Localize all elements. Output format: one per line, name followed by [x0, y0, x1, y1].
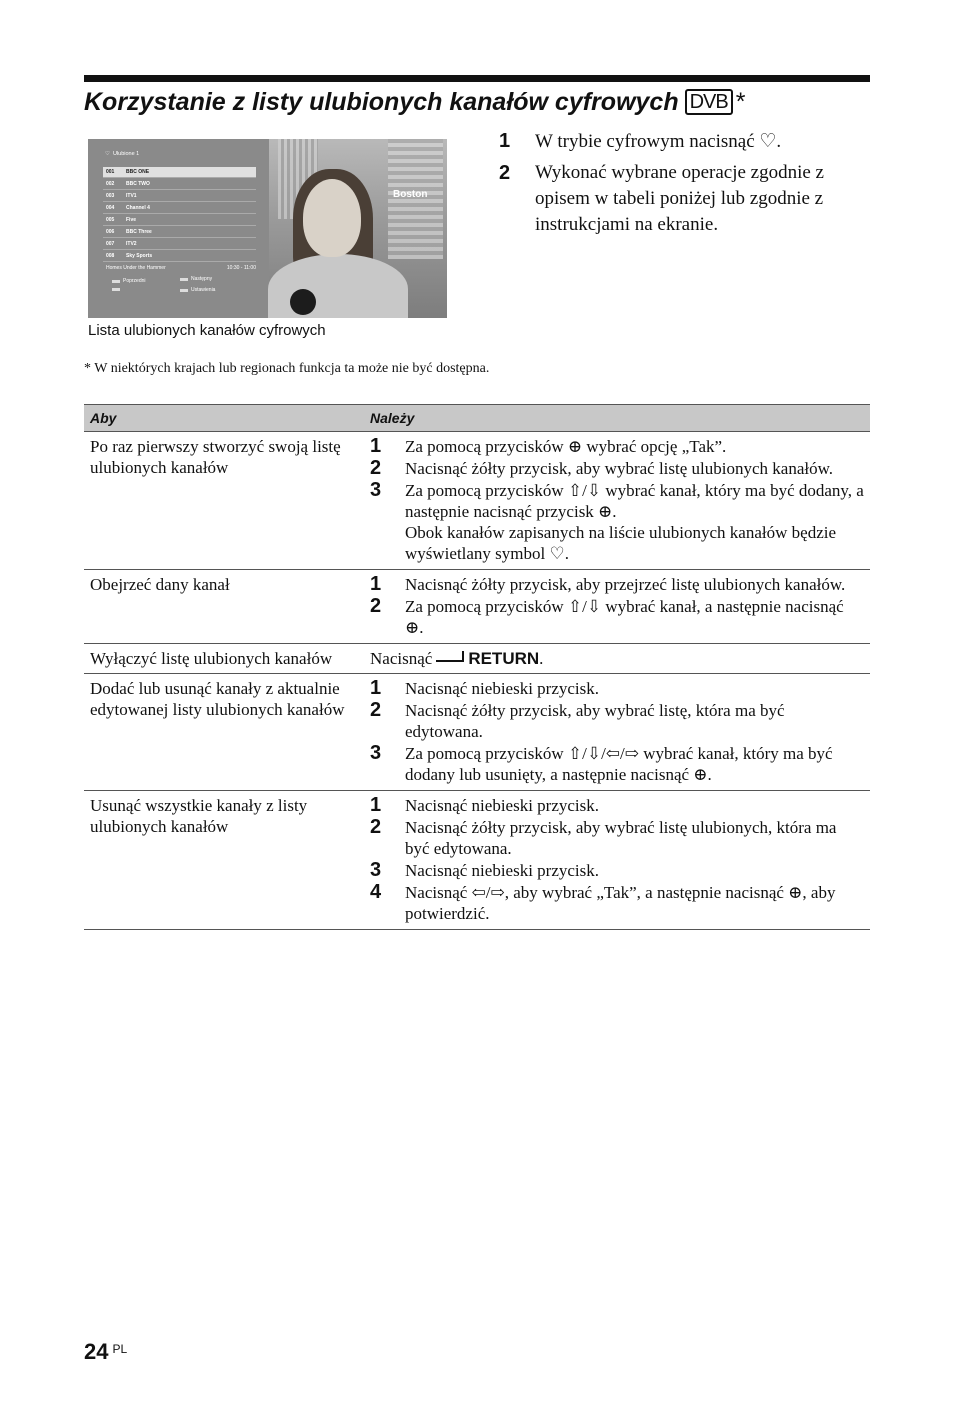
channel-number: 002: [106, 181, 115, 187]
step-text: Nacisnąć niebieski przycisk.: [405, 861, 600, 880]
legend-settings: [180, 287, 215, 293]
channel-name: Sky Sports: [126, 253, 153, 259]
step-number: 1: [370, 435, 382, 457]
presenter-body: [268, 254, 408, 318]
channel-name: BBC ONE: [126, 169, 150, 175]
channel-row[interactable]: [103, 179, 256, 190]
task-cell: Usunąć wszystkie kanały z listy ulubionych kanałów: [84, 791, 364, 930]
column-header-aby: Aby: [84, 405, 364, 432]
return-button-label: RETURN: [468, 649, 540, 668]
step-text: W trybie cyfrowym nacisnąć ♡.: [535, 131, 782, 152]
favourites-panel: [100, 147, 270, 297]
step-number: 2: [499, 162, 511, 184]
title-text: Korzystanie z listy ulubionych kanałów cyfrowych: [84, 88, 679, 116]
return-icon: [436, 651, 464, 662]
button-swatch: [112, 288, 120, 291]
footnote: * W niektórych krajach lub regionach funkcja ta może nie być dostępna.: [84, 361, 490, 376]
table-row: [84, 570, 870, 644]
channel-name: ITV2: [126, 241, 137, 247]
step-text: Nacisnąć: [370, 649, 433, 668]
step-line: [370, 882, 864, 924]
steps-cell: [364, 674, 870, 791]
legend-next: [180, 276, 212, 282]
channel-name: Channel 4: [126, 205, 150, 211]
channel-name: Five: [126, 217, 137, 223]
step-text: Nacisnąć żółty przycisk, aby wybrać listę, która ma być edytowana.: [405, 701, 785, 741]
channel-row[interactable]: [103, 167, 256, 178]
step-text: Nacisnąć żółty przycisk, aby wybrać listę ulubionych kanałów.: [405, 459, 834, 478]
step-line: [370, 860, 864, 881]
channel-number: 007: [106, 241, 115, 247]
task-cell: Po raz pierwszy stworzyć swoją listę ulubionych kanałów: [84, 432, 364, 570]
channel-row[interactable]: [103, 203, 256, 214]
tv-screenshot: [88, 139, 447, 318]
step-line: [370, 596, 864, 638]
step-text: Za pomocą przycisków ⊕ wybrać opcję „Tak”.: [405, 437, 727, 456]
step-line: [370, 480, 864, 564]
step-text-suffix: .: [539, 649, 544, 668]
step-number: 3: [370, 859, 382, 881]
programme-title: Homes Under the Hammer: [106, 265, 166, 271]
presenter-face: [303, 179, 361, 257]
table-row: [84, 644, 870, 674]
step-number: 2: [370, 595, 382, 617]
step-line: [370, 700, 864, 742]
table-header-row: [84, 405, 870, 432]
step-line: [370, 795, 864, 816]
step-line: [370, 817, 864, 859]
channel-row[interactable]: [103, 191, 256, 202]
channel-number: 003: [106, 193, 115, 199]
table-row: [84, 674, 870, 791]
step-line: [370, 678, 864, 699]
step-number: 2: [370, 699, 382, 721]
task-cell: Wyłączyć listę ulubionych kanałów: [84, 644, 364, 674]
page-language: PL: [112, 1342, 128, 1356]
step-number: 2: [370, 816, 382, 838]
button-swatch: [180, 289, 188, 292]
steps-cell: [364, 432, 870, 570]
step-line: [370, 436, 864, 457]
step-number: 1: [370, 573, 382, 595]
table-row: [84, 432, 870, 570]
image-caption: Lista ulubionych kanałów cyfrowych: [88, 322, 326, 339]
channel-number: 001: [106, 169, 115, 175]
button-swatch: [180, 278, 188, 281]
legend-label: Ustawienia: [191, 287, 216, 293]
table-row: [84, 791, 870, 930]
legend-label: Poprzedni: [123, 278, 146, 284]
page-number-value: 24: [84, 1339, 109, 1364]
channel-name: BBC Three: [126, 229, 152, 235]
title-asterisk: *: [735, 88, 746, 116]
step-text: Za pomocą przycisków ⇧/⇩/⇦/⇨ wybrać kanał, który ma być dodany lub usunięty, a następnie nacisnąć ⊕.: [405, 744, 833, 784]
step-number: 1: [370, 677, 382, 699]
channel-row[interactable]: [103, 215, 256, 226]
step-text: Nacisnąć żółty przycisk, aby przejrzeć listę ulubionych kanałów.: [405, 575, 846, 594]
step-number: 4: [370, 881, 382, 903]
step-number: 3: [370, 479, 382, 501]
task-cell: Obejrzeć dany kanał: [84, 570, 364, 644]
channel-name: BBC TWO: [126, 181, 150, 187]
step-number: 3: [370, 742, 382, 764]
favourites-list-name: Ulubione 1: [112, 151, 140, 157]
step-text: Nacisnąć żółty przycisk, aby wybrać listę ulubionych, która ma być edytowana.: [405, 818, 837, 858]
legend-previous: [112, 278, 146, 284]
button-swatch: [112, 280, 120, 283]
channel-number: 006: [106, 229, 115, 235]
step-text: Za pomocą przycisków ⇧/⇩ wybrać kanał, a następnie nacisnąć ⊕.: [405, 597, 844, 637]
channel-number: 005: [106, 217, 115, 223]
channel-number: 008: [106, 253, 115, 259]
legend-blank: [112, 288, 120, 291]
heart-icon: ♡: [105, 151, 110, 157]
channel-row[interactable]: [103, 227, 256, 238]
tv-overlay-text: Boston: [393, 189, 428, 200]
step-number: 1: [499, 130, 511, 152]
task-cell: Dodać lub usunąć kanały z aktualnie edytowanej listy ulubionych kanałów: [84, 674, 364, 791]
steps-cell: [364, 791, 870, 930]
step-line: [370, 743, 864, 785]
steps-cell: [364, 644, 870, 674]
top-rule: [84, 75, 870, 82]
programme-info: [106, 265, 256, 271]
step-text: Za pomocą przycisków ⇧/⇩ wybrać kanał, który ma być dodany, a następnie nacisnąć przycisk ⊕.: [405, 481, 864, 521]
channel-name: ITV1: [126, 193, 137, 199]
channel-number: 004: [106, 205, 115, 211]
channel-row[interactable]: [103, 239, 256, 250]
page-number: [84, 1339, 127, 1365]
step-number: 2: [370, 457, 382, 479]
step-text: Wykonać wybrane operacje zgodnie z opisem w tabeli poniżej lub zgodnie z instrukcjami na ekranie.: [535, 162, 824, 235]
step-text: Nacisnąć niebieski przycisk.: [405, 679, 600, 698]
dvb-logo: DVB: [685, 89, 733, 115]
favourites-title: [105, 151, 139, 157]
intro-step-2: [499, 160, 869, 238]
instructions-table: [84, 404, 870, 930]
steps-cell: [364, 570, 870, 644]
channel-row[interactable]: [103, 251, 256, 262]
intro-step-1: [499, 130, 869, 153]
column-header-nalezy: Należy: [364, 405, 870, 432]
step-note: Obok kanałów zapisanych na liście ulubionych kanałów będzie wyświetlany symbol ♡.: [405, 523, 837, 563]
step-number: 1: [370, 794, 382, 816]
microphone-icon: [290, 289, 316, 315]
step-text: Nacisnąć niebieski przycisk.: [405, 796, 600, 815]
legend-label: Następny: [191, 276, 213, 282]
programme-time: 10:30 - 11:00: [226, 265, 256, 271]
step-line: [370, 574, 864, 595]
step-line: [370, 458, 864, 479]
step-text: Nacisnąć ⇦/⇨, aby wybrać „Tak”, a następnie nacisnąć ⊕, aby potwierdzić.: [405, 883, 836, 923]
page-title: [84, 88, 745, 117]
